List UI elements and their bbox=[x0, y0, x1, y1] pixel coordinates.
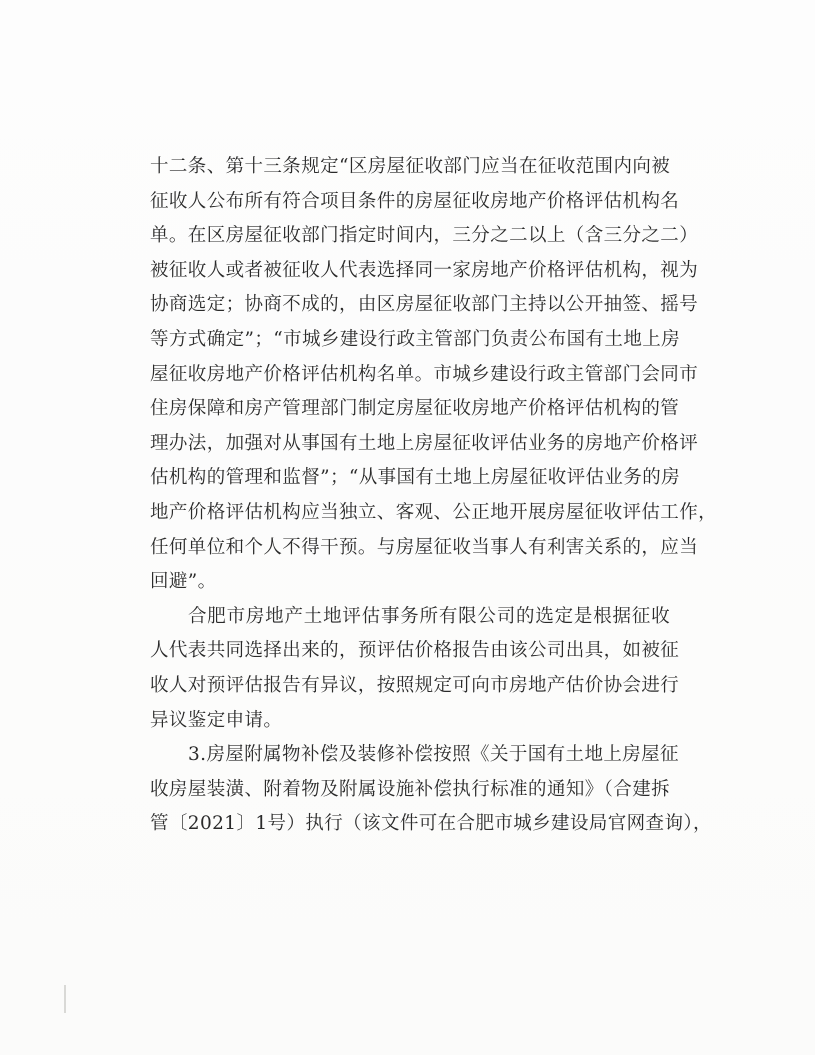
document-body bbox=[150, 150, 718, 842]
text-line: 单。在区房屋征收部门指定时间内，三分之二以上（含三分之二） bbox=[150, 225, 699, 247]
text-line: 住房保障和房产管理部门制定房屋征收房地产价格评估机构的管 bbox=[150, 398, 680, 420]
text-line: 被征收人或者被征收人代表选择同一家房地产价格评估机构，视为 bbox=[150, 259, 699, 281]
text-line: 收房屋装潢、附着物及附属设施补偿执行标准的通知》（合建拆 bbox=[150, 778, 670, 800]
text-line: 回避”。 bbox=[150, 571, 217, 593]
text-line: 人代表共同选择出来的，预评估价格报告由该公司出具，如被征 bbox=[150, 640, 680, 662]
text-line: 屋征收房地产价格评估机构名单。市城乡建设行政主管部门会同市 bbox=[150, 363, 699, 385]
text-line: 征收人公布所有符合项目条件的房屋征收房地产价格评估机构名 bbox=[150, 190, 680, 212]
text-line: 收人对预评估报告有异议，按照规定可向市房地产估价协会进行 bbox=[150, 674, 680, 696]
text-line: 管〔2021〕1号）执行（该文件可在合肥市城乡建设局官网查询）， bbox=[150, 813, 712, 835]
paragraph-first-line: 3.房屋附属物补偿及装修补偿按照《关于国有土地上房屋征 bbox=[188, 744, 679, 766]
text-line: 等方式确定”；“市城乡建设行政主管部门负责公布国有土地上房 bbox=[150, 328, 681, 350]
text-line: 任何单位和个人不得干预。与房屋征收当事人有利害关系的，应当 bbox=[150, 536, 699, 558]
text-line: 估机构的管理和监督”；“从事国有土地上房屋征收评估业务的房 bbox=[150, 467, 681, 489]
text-line: 十二条、第十三条规定“区房屋征收部门应当在征收范围内向被 bbox=[150, 156, 671, 177]
text-line: 协商选定；协商不成的，由区房屋征收部门主持以公开抽签、摇号 bbox=[150, 294, 699, 316]
text-line: 异议鉴定申请。 bbox=[150, 709, 283, 731]
text-line: 地产价格评估机构应当独立、客观、公正地开展房屋征收评估工作， bbox=[150, 501, 718, 523]
text-line: 理办法，加强对从事国有土地上房屋征收评估业务的房地产价格评 bbox=[150, 432, 699, 454]
scan-edge-mark bbox=[64, 985, 66, 1013]
paragraph-first-line: 合肥市房地产土地评估事务所有限公司的选定是根据征收 bbox=[188, 605, 670, 627]
